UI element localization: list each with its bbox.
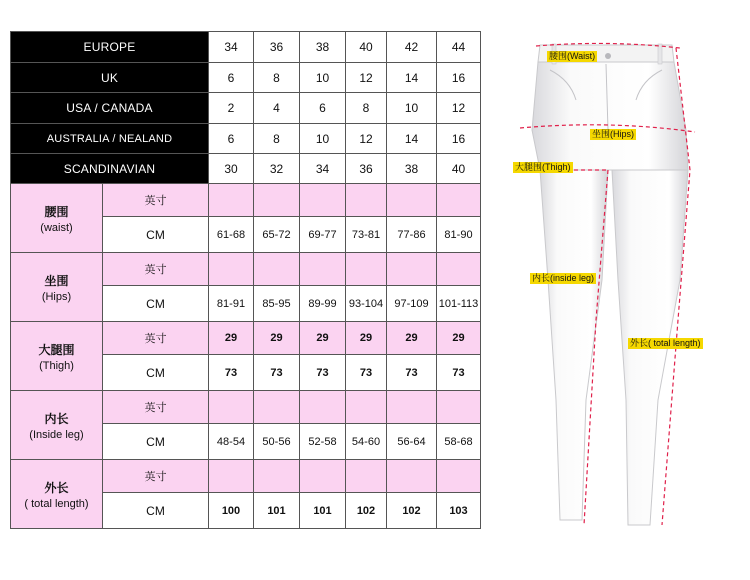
cm-value: 81-91 xyxy=(209,286,254,322)
size-cell: 36 xyxy=(254,32,300,63)
measurement-category xyxy=(11,184,103,253)
size-cell: 6 xyxy=(209,63,254,93)
size-cell: 30 xyxy=(209,154,254,184)
region-name: EUROPE xyxy=(11,32,209,63)
waist-label: 腰围(Waist) xyxy=(549,51,596,61)
cm-value: 103 xyxy=(437,493,481,529)
cm-value: 101-113 xyxy=(437,286,481,322)
region-row xyxy=(11,63,481,93)
inch-value xyxy=(254,253,300,286)
category-name-en: ( total length) xyxy=(24,497,89,510)
cm-value: 81-90 xyxy=(437,217,481,253)
inch-value: 29 xyxy=(254,322,300,355)
size-cell: 6 xyxy=(300,93,346,124)
measurement-row-inch xyxy=(11,391,481,424)
size-cell: 14 xyxy=(387,124,437,154)
size-cell: 8 xyxy=(346,93,387,124)
inch-value: 29 xyxy=(209,322,254,355)
cm-value: 101 xyxy=(254,493,300,529)
region-name: UK xyxy=(11,63,209,93)
measurement-category xyxy=(11,322,103,391)
inch-value xyxy=(254,391,300,424)
inch-value xyxy=(387,184,437,217)
inside-leg-label: 内长(inside leg) xyxy=(532,273,595,283)
size-cell: 38 xyxy=(300,32,346,63)
inch-value xyxy=(254,184,300,217)
inch-value: 29 xyxy=(387,322,437,355)
cm-value: 58-68 xyxy=(437,424,481,460)
size-cell: 44 xyxy=(437,32,481,63)
jeans-illustration xyxy=(490,20,750,540)
category-name-en: (waist) xyxy=(40,221,73,234)
inch-value: 29 xyxy=(437,322,481,355)
measurement-row-inch xyxy=(11,460,481,493)
cm-value: 73 xyxy=(254,355,300,391)
inch-value xyxy=(437,460,481,493)
inch-value xyxy=(387,253,437,286)
size-cell: 6 xyxy=(209,124,254,154)
size-cell: 8 xyxy=(254,63,300,93)
thigh-label: 大腿围(Thigh) xyxy=(515,162,571,172)
size-cell: 14 xyxy=(387,63,437,93)
inch-value xyxy=(346,253,387,286)
unit-inch-label: 英寸 xyxy=(103,460,209,493)
unit-inch-label: 英寸 xyxy=(103,322,209,355)
size-cell: 40 xyxy=(437,154,481,184)
inch-value xyxy=(387,460,437,493)
cm-value: 97-109 xyxy=(387,286,437,322)
cm-value: 73 xyxy=(437,355,481,391)
inch-value xyxy=(209,460,254,493)
cm-value: 61-68 xyxy=(209,217,254,253)
region-row xyxy=(11,32,481,63)
inch-value xyxy=(346,460,387,493)
cm-value: 102 xyxy=(346,493,387,529)
cm-value: 52-58 xyxy=(300,424,346,460)
cm-value: 73 xyxy=(209,355,254,391)
hips-label: 坐围(Hips) xyxy=(592,129,634,139)
measurement-category xyxy=(11,460,103,529)
size-cell: 34 xyxy=(209,32,254,63)
jeans-diagram xyxy=(490,20,750,540)
inch-value xyxy=(300,184,346,217)
cm-value: 69-77 xyxy=(300,217,346,253)
size-cell: 40 xyxy=(346,32,387,63)
size-cell: 42 xyxy=(387,32,437,63)
size-cell: 34 xyxy=(300,154,346,184)
inch-value xyxy=(300,253,346,286)
inch-value xyxy=(300,391,346,424)
cm-value: 85-95 xyxy=(254,286,300,322)
inch-value xyxy=(346,184,387,217)
region-row xyxy=(11,93,481,124)
unit-cm-label: CM xyxy=(103,424,209,460)
cm-value: 77-86 xyxy=(387,217,437,253)
region-name: AUSTRALIA / NEALAND xyxy=(11,124,209,154)
inch-value xyxy=(437,391,481,424)
measurement-category xyxy=(11,253,103,322)
cm-value: 73 xyxy=(346,355,387,391)
size-chart-table xyxy=(10,31,481,529)
size-cell: 16 xyxy=(437,63,481,93)
inch-value xyxy=(254,460,300,493)
unit-inch-label: 英寸 xyxy=(103,391,209,424)
size-cell: 10 xyxy=(300,124,346,154)
region-row xyxy=(11,124,481,154)
inch-value: 29 xyxy=(346,322,387,355)
inch-value xyxy=(209,253,254,286)
cm-value: 54-60 xyxy=(346,424,387,460)
inch-value xyxy=(437,253,481,286)
cm-value: 89-99 xyxy=(300,286,346,322)
region-name: SCANDINAVIAN xyxy=(11,154,209,184)
category-name-zh: 内长 xyxy=(44,411,69,426)
category-name-zh: 大腿围 xyxy=(38,342,75,357)
unit-cm-label: CM xyxy=(103,493,209,529)
cm-value: 100 xyxy=(209,493,254,529)
unit-cm-label: CM xyxy=(103,286,209,322)
cm-value: 73-81 xyxy=(346,217,387,253)
size-cell: 12 xyxy=(437,93,481,124)
inch-value xyxy=(209,184,254,217)
inch-value xyxy=(346,391,387,424)
cm-value: 93-104 xyxy=(346,286,387,322)
size-cell: 32 xyxy=(254,154,300,184)
region-row xyxy=(11,154,481,184)
category-name-en: (Thigh) xyxy=(39,359,74,372)
measurement-row-inch xyxy=(11,322,481,355)
category-name-en: (Inside leg) xyxy=(29,428,84,441)
unit-inch-label: 英寸 xyxy=(103,184,209,217)
region-name: USA / CANADA xyxy=(11,93,209,124)
total-length-label: 外长( total length) xyxy=(630,338,701,348)
inch-value xyxy=(437,184,481,217)
size-cell: 8 xyxy=(254,124,300,154)
unit-inch-label: 英寸 xyxy=(103,253,209,286)
cm-value: 102 xyxy=(387,493,437,529)
cm-value: 65-72 xyxy=(254,217,300,253)
size-cell: 4 xyxy=(254,93,300,124)
category-name-zh: 外长 xyxy=(44,480,69,495)
category-name-zh: 坐围 xyxy=(44,273,69,288)
inch-value xyxy=(209,391,254,424)
inch-value xyxy=(300,460,346,493)
size-cell: 2 xyxy=(209,93,254,124)
size-cell: 12 xyxy=(346,124,387,154)
size-cell: 10 xyxy=(387,93,437,124)
cm-value: 73 xyxy=(387,355,437,391)
cm-value: 56-64 xyxy=(387,424,437,460)
measurement-category xyxy=(11,391,103,460)
inch-value xyxy=(387,391,437,424)
cm-value: 101 xyxy=(300,493,346,529)
measurement-row-inch xyxy=(11,253,481,286)
size-cell: 12 xyxy=(346,63,387,93)
measurement-row-inch xyxy=(11,184,481,217)
size-cell: 38 xyxy=(387,154,437,184)
category-name-zh: 腰围 xyxy=(44,204,69,219)
cm-value: 50-56 xyxy=(254,424,300,460)
category-name-en: (Hips) xyxy=(41,290,72,303)
unit-cm-label: CM xyxy=(103,217,209,253)
inch-value: 29 xyxy=(300,322,346,355)
cm-value: 48-54 xyxy=(209,424,254,460)
cm-value: 73 xyxy=(300,355,346,391)
size-cell: 10 xyxy=(300,63,346,93)
size-cell: 16 xyxy=(437,124,481,154)
unit-cm-label: CM xyxy=(103,355,209,391)
size-cell: 36 xyxy=(346,154,387,184)
